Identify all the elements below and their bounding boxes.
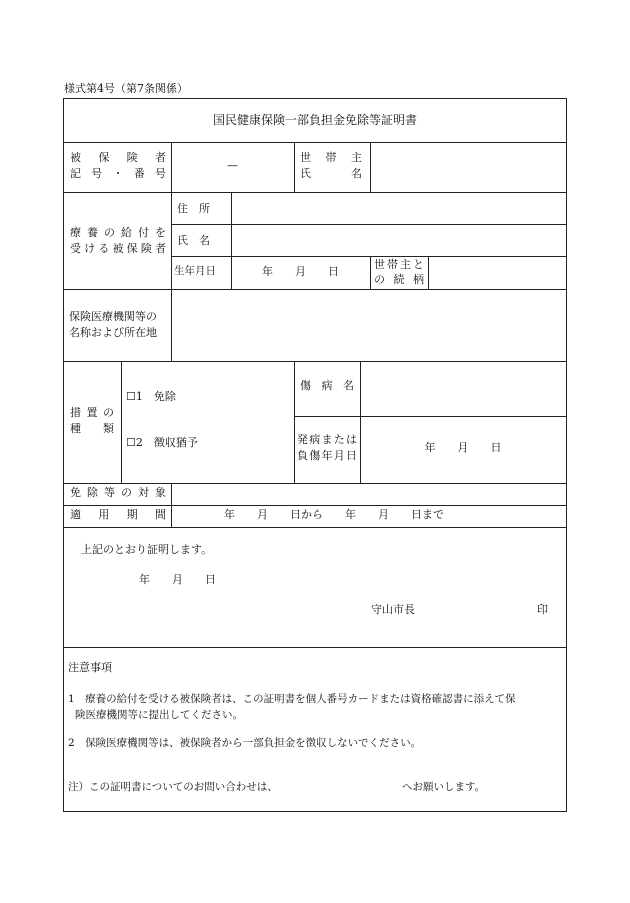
note-2: 2 保険医療機関等は、被保険者から一部負担金を徴収しないでください。 (68, 737, 422, 749)
disease-field[interactable] (361, 362, 566, 416)
measure-label-line2: 種 類 (70, 422, 114, 435)
relation-label-line1: 世帯主と (374, 258, 424, 271)
onset-label-line2: 負傷年月日 (297, 449, 357, 462)
option-exemption-checkbox[interactable]: ☐1 免除 (126, 390, 176, 403)
insured-number-label-line1: 被保険者 (70, 151, 166, 164)
relation-field[interactable] (429, 257, 566, 288)
certificate-form (63, 98, 567, 812)
beneficiary-label-line1: 療養の給付を (70, 226, 166, 239)
option-deferral-checkbox[interactable]: ☐2 徴収猶予 (126, 436, 198, 449)
institution-label-line1: 保険医療機関等の (69, 310, 157, 323)
address-field[interactable] (232, 193, 566, 224)
beneficiary-label-line2: 受ける被保険者 (70, 242, 166, 255)
address-label: 住 所 (177, 202, 210, 215)
name-field[interactable] (232, 225, 566, 256)
footnote-suffix: へお願いします。 (402, 781, 486, 793)
institution-field[interactable] (172, 290, 566, 360)
name-label: 氏 名 (177, 234, 210, 247)
note-1-line2: 険医療機関等に提出してください。 (75, 709, 243, 721)
exemption-target-field[interactable] (172, 484, 566, 504)
note-1-line1: 1 療養の給付を受ける被保険者は、この証明書を個人番号カードまたは資格確認書に添えて保 (68, 693, 516, 705)
seal-mark: 印 (537, 603, 548, 616)
insured-number-field[interactable]: — (227, 159, 238, 172)
footnote-contact-field[interactable] (294, 780, 399, 796)
householder-label-line2: 氏 名 (300, 167, 362, 180)
footnote-prefix: 注）この証明書についてのお問い合わせは、 (68, 781, 278, 793)
issuer-name: 守山市長 (371, 603, 415, 616)
birth-date-field[interactable]: 年 月 日 (262, 265, 339, 278)
householder-label-line1: 世帯主 (300, 151, 362, 164)
certification-statement: 上記のとおり証明します。 (81, 543, 213, 556)
institution-label-line2: 名称および所在地 (69, 326, 157, 339)
onset-date-field[interactable]: 年 月 日 (424, 441, 502, 454)
measure-label-line1: 措置の (70, 406, 114, 419)
period-label: 適用期間 (70, 508, 166, 521)
form-title: 国民健康保険一部負担金免除等証明書 (212, 113, 417, 127)
relation-label-line2: の続柄 (374, 273, 424, 286)
insured-number-label-line2: 記号・番号 (70, 167, 166, 180)
birth-date-label: 生年月日 (174, 265, 216, 277)
form-caption: 様式第4号（第7条関係） (64, 82, 188, 95)
notes-heading: 注意事項 (68, 661, 112, 674)
certification-date[interactable]: 年 月 日 (139, 573, 216, 586)
disease-label: 傷病名 (300, 379, 354, 392)
onset-label-line1: 発病または (297, 433, 357, 446)
householder-name-field[interactable] (371, 150, 566, 190)
period-field[interactable]: 年 月 日から 年 月 日まで (224, 508, 444, 521)
exemption-target-label: 免除等の対象 (70, 486, 166, 499)
